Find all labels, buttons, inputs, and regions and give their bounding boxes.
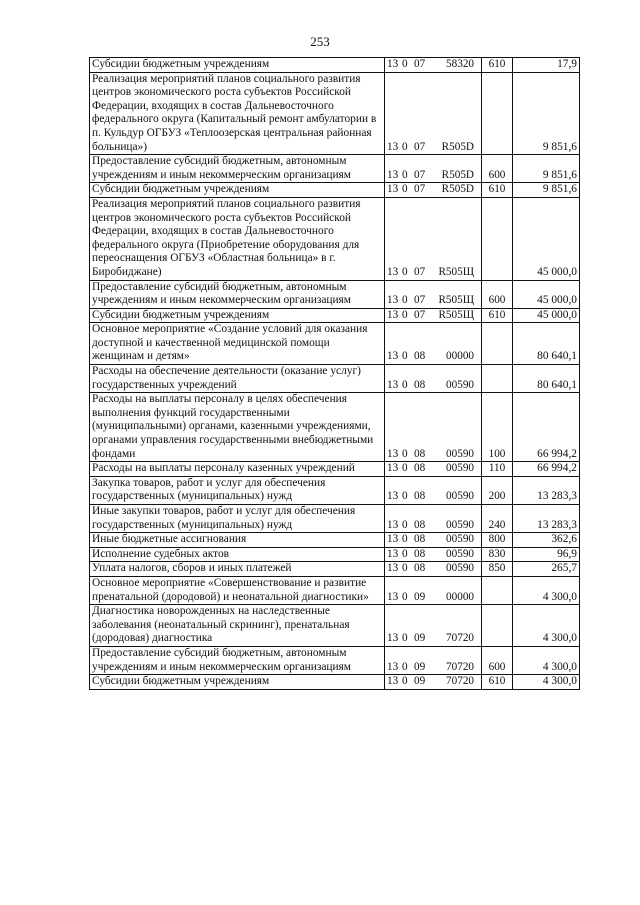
code-program: 13 [387, 168, 399, 181]
table-row [90, 462, 580, 477]
expense-name-cell: Субсидии бюджетным учреждениям [90, 308, 385, 323]
code-direction: 00590 [446, 447, 474, 460]
code-direction: R505Щ [438, 308, 474, 321]
table-row [90, 547, 580, 562]
table-row [90, 308, 580, 323]
code-program: 13 [387, 518, 399, 531]
code-activity: 07 [414, 183, 426, 196]
code-activity: 07 [414, 140, 426, 153]
code-subprogram: 0 [402, 168, 408, 181]
amount-cell: 80 640,1 [513, 323, 580, 365]
code-program: 13 [387, 547, 399, 560]
table-row [90, 675, 580, 690]
table-row [90, 280, 580, 308]
expense-name-cell: Исполнение судебных актов [90, 547, 385, 562]
table-row [90, 476, 580, 504]
code-activity: 09 [414, 675, 426, 688]
amount-cell: 66 994,2 [513, 462, 580, 477]
expense-type-cell: 600 [482, 155, 513, 183]
table-row [90, 323, 580, 365]
table-row [90, 533, 580, 548]
amount-cell: 4 300,0 [513, 576, 580, 604]
code-activity: 08 [414, 447, 426, 460]
page-number: 253 [310, 34, 330, 49]
code-program: 13 [387, 140, 399, 153]
target-article-code-cell [385, 562, 482, 577]
target-article-code-cell [385, 393, 482, 462]
code-program: 13 [387, 562, 399, 575]
code-program: 13 [387, 265, 399, 278]
expense-name-cell: Предоставление субсидий бюджетным, автономным учреждениям и иным некоммерческим организациям [90, 280, 385, 308]
code-direction: 70720 [446, 660, 474, 673]
expense-name-cell: Субсидии бюджетным учреждениям [90, 58, 385, 73]
code-subprogram: 0 [402, 140, 408, 153]
expense-name-cell: Расходы на выплаты персоналу в целях обеспечения выполнения функций государственными (муниципальными) органами, казенными учреждениями, органами управления государственными внебюджетными фондами [90, 393, 385, 462]
table-row [90, 393, 580, 462]
expense-type-cell: 240 [482, 505, 513, 533]
target-article-code-cell [385, 675, 482, 690]
code-subprogram: 0 [402, 350, 408, 363]
target-article-code-cell [385, 58, 482, 73]
target-article-code-cell [385, 308, 482, 323]
code-program: 13 [387, 378, 399, 391]
code-subprogram: 0 [402, 183, 408, 196]
code-direction: 00590 [446, 518, 474, 531]
expense-type-cell [482, 365, 513, 393]
code-subprogram: 0 [402, 447, 408, 460]
expense-type-cell: 850 [482, 562, 513, 577]
target-article-code-cell [385, 462, 482, 477]
code-subprogram: 0 [402, 462, 408, 475]
table-row [90, 155, 580, 183]
expense-type-cell: 830 [482, 547, 513, 562]
code-program: 13 [387, 660, 399, 673]
code-program: 13 [387, 632, 399, 645]
amount-cell: 45 000,0 [513, 308, 580, 323]
code-activity: 07 [414, 58, 426, 70]
expense-name-cell: Реализация мероприятий планов социального развития центров экономического роста субъектов Российской Федерации, входящих в состав Дальневосточного федерального округа (Капитальный ремонт амбулатории в п. Кульдур ОГБУЗ «Теплоозерская центральная районная больница») [90, 72, 385, 155]
target-article-code-cell [385, 533, 482, 548]
amount-cell: 96,9 [513, 547, 580, 562]
expense-type-cell: 610 [482, 183, 513, 198]
target-article-code-cell [385, 505, 482, 533]
code-program: 13 [387, 308, 399, 321]
code-subprogram: 0 [402, 490, 408, 503]
code-direction: 00000 [446, 350, 474, 363]
code-subprogram: 0 [402, 294, 408, 307]
table-row [90, 562, 580, 577]
amount-cell: 4 300,0 [513, 675, 580, 690]
code-activity: 07 [414, 294, 426, 307]
target-article-code-cell [385, 72, 482, 155]
code-activity: 09 [414, 660, 426, 673]
code-direction: R505D [441, 183, 474, 196]
code-direction: 70720 [446, 632, 474, 645]
expense-type-cell: 610 [482, 58, 513, 73]
expense-type-cell: 200 [482, 476, 513, 504]
expense-type-cell [482, 72, 513, 155]
table-row [90, 646, 580, 674]
code-program: 13 [387, 294, 399, 307]
expense-type-cell [482, 605, 513, 647]
code-direction: 00590 [446, 490, 474, 503]
code-activity: 07 [414, 308, 426, 321]
expense-name-cell: Диагностика новорожденных на наследственные заболевания (неонатальный скрининг), пренатальная (дородовая) диагностика [90, 605, 385, 647]
code-program: 13 [387, 675, 399, 688]
table-row [90, 605, 580, 647]
expense-name-cell: Основное мероприятие «Создание условий для оказания доступной и качественной медицинской помощи женщинам и детям» [90, 323, 385, 365]
expense-type-cell: 100 [482, 393, 513, 462]
table-row [90, 505, 580, 533]
code-direction: R505Щ [438, 265, 474, 278]
target-article-code-cell [385, 605, 482, 647]
code-activity: 08 [414, 350, 426, 363]
code-program: 13 [387, 462, 399, 475]
expense-name-cell: Субсидии бюджетным учреждениям [90, 183, 385, 198]
target-article-code-cell [385, 183, 482, 198]
code-subprogram: 0 [402, 660, 408, 673]
code-subprogram: 0 [402, 675, 408, 688]
code-activity: 08 [414, 518, 426, 531]
table-row [90, 183, 580, 198]
amount-cell: 45 000,0 [513, 197, 580, 280]
code-subprogram: 0 [402, 590, 408, 603]
expense-type-cell [482, 323, 513, 365]
amount-cell: 13 283,3 [513, 476, 580, 504]
expense-name-cell: Основное мероприятие «Совершенствование и развитие пренатальной (дородовой) и неонатальной диагностики» [90, 576, 385, 604]
code-activity: 07 [414, 168, 426, 181]
code-direction: 70720 [446, 675, 474, 688]
code-subprogram: 0 [402, 378, 408, 391]
table-row [90, 72, 580, 155]
code-program: 13 [387, 58, 399, 70]
table-row [90, 365, 580, 393]
code-subprogram: 0 [402, 632, 408, 645]
target-article-code-cell [385, 155, 482, 183]
code-program: 13 [387, 447, 399, 460]
expense-type-cell: 610 [482, 675, 513, 690]
code-program: 13 [387, 490, 399, 503]
target-article-code-cell [385, 646, 482, 674]
code-direction: 00590 [446, 547, 474, 560]
amount-cell: 362,6 [513, 533, 580, 548]
code-activity: 08 [414, 378, 426, 391]
code-direction: 00590 [446, 378, 474, 391]
code-direction: 00590 [446, 462, 474, 475]
code-activity: 09 [414, 632, 426, 645]
code-program: 13 [387, 590, 399, 603]
code-activity: 07 [414, 265, 426, 278]
target-article-code-cell [385, 365, 482, 393]
budget-table-body [90, 58, 580, 690]
amount-cell: 66 994,2 [513, 393, 580, 462]
expense-name-cell: Закупка товаров, работ и услуг для обеспечения государственных (муниципальных) нужд [90, 476, 385, 504]
expense-name-cell: Иные бюджетные ассигнования [90, 533, 385, 548]
expense-name-cell: Субсидии бюджетным учреждениям [90, 675, 385, 690]
amount-cell: 4 300,0 [513, 646, 580, 674]
amount-cell: 9 851,6 [513, 72, 580, 155]
code-activity: 08 [414, 533, 426, 546]
code-direction: 00590 [446, 533, 474, 546]
expense-name-cell: Предоставление субсидий бюджетным, автономным учреждениям и иным некоммерческим организациям [90, 646, 385, 674]
target-article-code-cell [385, 197, 482, 280]
expense-name-cell: Уплата налогов, сборов и иных платежей [90, 562, 385, 577]
code-subprogram: 0 [402, 518, 408, 531]
code-subprogram: 0 [402, 533, 408, 546]
table-row [90, 58, 580, 73]
expense-type-cell: 600 [482, 646, 513, 674]
code-direction: R505Щ [438, 294, 474, 307]
target-article-code-cell [385, 476, 482, 504]
amount-cell: 265,7 [513, 562, 580, 577]
amount-cell: 4 300,0 [513, 605, 580, 647]
amount-cell: 80 640,1 [513, 365, 580, 393]
expense-name-cell: Расходы на обеспечение деятельности (оказание услуг) государственных учреждений [90, 365, 385, 393]
expense-type-cell: 610 [482, 308, 513, 323]
code-activity: 08 [414, 562, 426, 575]
expense-type-cell [482, 197, 513, 280]
expense-type-cell [482, 576, 513, 604]
code-subprogram: 0 [402, 562, 408, 575]
code-direction: 00590 [446, 562, 474, 575]
code-activity: 08 [414, 462, 426, 475]
code-direction: R505D [441, 140, 474, 153]
table-row [90, 576, 580, 604]
expense-type-cell: 600 [482, 280, 513, 308]
table-row [90, 197, 580, 280]
code-subprogram: 0 [402, 58, 408, 70]
amount-cell: 9 851,6 [513, 183, 580, 198]
code-program: 13 [387, 533, 399, 546]
code-program: 13 [387, 350, 399, 363]
code-subprogram: 0 [402, 547, 408, 560]
code-activity: 09 [414, 590, 426, 603]
target-article-code-cell [385, 576, 482, 604]
budget-table [89, 57, 580, 690]
code-activity: 08 [414, 490, 426, 503]
target-article-code-cell [385, 323, 482, 365]
amount-cell: 17,9 [513, 58, 580, 73]
code-direction: R505D [441, 168, 474, 181]
amount-cell: 13 283,3 [513, 505, 580, 533]
amount-cell: 9 851,6 [513, 155, 580, 183]
code-program: 13 [387, 183, 399, 196]
expense-name-cell: Расходы на выплаты персоналу казенных учреждений [90, 462, 385, 477]
amount-cell: 45 000,0 [513, 280, 580, 308]
target-article-code-cell [385, 280, 482, 308]
code-activity: 08 [414, 547, 426, 560]
expense-type-cell: 110 [482, 462, 513, 477]
code-direction: 58320 [446, 58, 474, 70]
expense-name-cell: Предоставление субсидий бюджетным, автономным учреждениям и иным некоммерческим организациям [90, 155, 385, 183]
expense-name-cell: Иные закупки товаров, работ и услуг для обеспечения государственных (муниципальных) нужд [90, 505, 385, 533]
code-direction: 00000 [446, 590, 474, 603]
code-subprogram: 0 [402, 308, 408, 321]
target-article-code-cell [385, 547, 482, 562]
expense-type-cell: 800 [482, 533, 513, 548]
code-subprogram: 0 [402, 265, 408, 278]
expense-name-cell: Реализация мероприятий планов социального развития центров экономического роста субъектов Российской Федерации, входящих в состав Дальневосточного федерального округа (Приобретение оборудования для переоснащения ОГБУЗ «Областная больница» в г. Биробиджане) [90, 197, 385, 280]
